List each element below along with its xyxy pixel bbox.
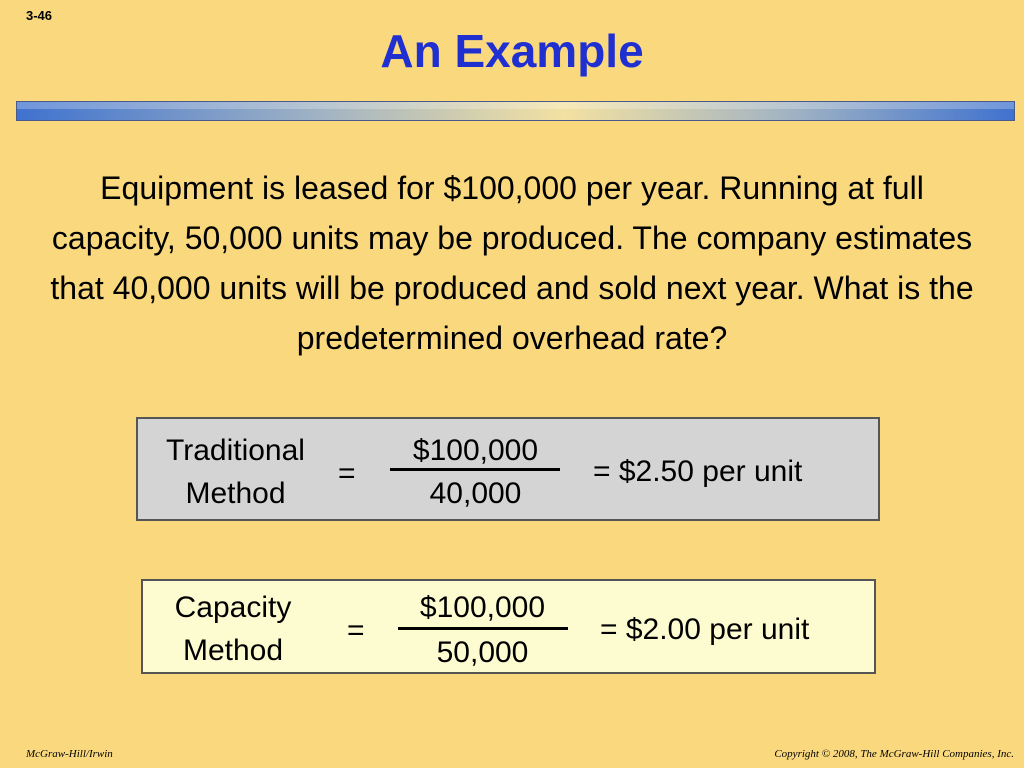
capacity-method-box — [141, 579, 876, 674]
footer-publisher: McGraw-Hill/Irwin — [26, 748, 113, 760]
capacity-label-line1: Capacity — [174, 591, 292, 624]
capacity-result: = $2.00 per unit — [600, 613, 810, 646]
traditional-result: = $2.50 per unit — [593, 455, 803, 488]
traditional-denominator: 40,000 — [429, 477, 522, 510]
capacity-method-label — [148, 586, 318, 672]
capacity-numerator: $100,000 — [419, 591, 546, 624]
traditional-equals-sign: = — [338, 457, 356, 490]
traditional-fraction-line — [390, 468, 560, 471]
footer-copyright: Copyright © 2008, The McGraw-Hill Companies, Inc. — [774, 748, 1014, 760]
capacity-label-line2: Method — [182, 634, 284, 667]
question-text: Equipment is leased for $100,000 per year. Running at full capacity, 50,000 units may be produced. The company estimates that 40,000 units will be produced and sold next year. What is the predetermined overhead rate? — [50, 170, 974, 356]
capacity-fraction-line — [398, 627, 568, 630]
slide-title: An Example — [380, 25, 644, 77]
slide-number: 3-46 — [26, 8, 53, 23]
traditional-method-box — [136, 417, 880, 521]
traditional-label-line1: Traditional — [166, 434, 305, 467]
title-divider-bar — [16, 101, 1015, 121]
traditional-numerator: $100,000 — [412, 434, 539, 467]
capacity-equals-sign: = — [347, 614, 365, 647]
traditional-method-label — [148, 429, 323, 515]
capacity-denominator: 50,000 — [436, 636, 529, 669]
traditional-label-line2: Method — [185, 477, 286, 510]
